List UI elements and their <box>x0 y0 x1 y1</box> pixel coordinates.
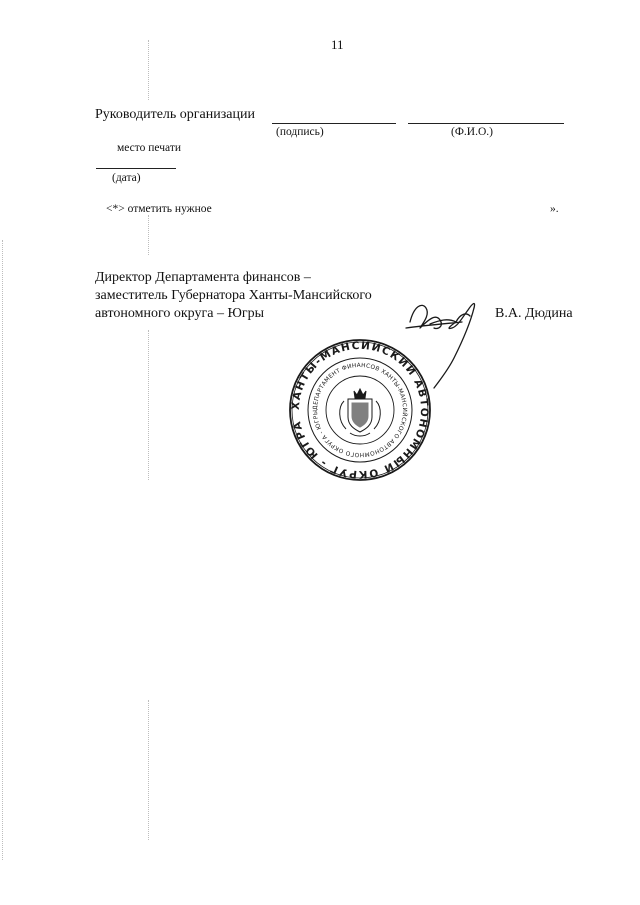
page-number: 11 <box>331 37 344 52</box>
stamp-inner-text: ДЕПАРТАМЕНТ ФИНАНСОВ ХАНТЫ-МАНСИЙСКОГО АВТОНОМНОГО ОКРУГА - ЮГРЫ <box>312 362 408 458</box>
signatory-title-line1: Директор Департамента финансов – <box>95 270 311 285</box>
scan-artifact-line <box>148 40 149 100</box>
signatory-title-line3: автономного округа – Югры <box>95 306 264 321</box>
signature-caption: (подпись) <box>276 126 324 138</box>
date-caption: (дата) <box>112 172 141 184</box>
org-head-label: Руководитель организации <box>95 107 255 122</box>
signature-line <box>272 123 396 124</box>
closing-quote: ». <box>550 203 559 215</box>
signatory-name: В.А. Дюдина <box>495 306 573 321</box>
scan-artifact-line <box>2 240 3 860</box>
name-line <box>408 123 564 124</box>
stamp-outer-text: ХАНТЫ-МАНСИЙСКИЙ АВТОНОМНЫЙ ОКРУГ - ЮГРА <box>289 339 431 481</box>
scan-artifact-line <box>148 330 149 480</box>
official-stamp <box>288 339 432 481</box>
date-line <box>96 168 176 169</box>
scan-artifact-line <box>148 700 149 840</box>
coat-of-arms-icon <box>340 389 381 436</box>
name-caption: (Ф.И.О.) <box>451 126 493 138</box>
stamp-place-label: место печати <box>117 142 182 154</box>
scan-artifact-line <box>148 215 149 255</box>
signatory-title-line2: заместитель Губернатора Ханты-Мансийского <box>95 288 372 303</box>
footnote-text: <*> отметить нужное <box>106 203 212 215</box>
